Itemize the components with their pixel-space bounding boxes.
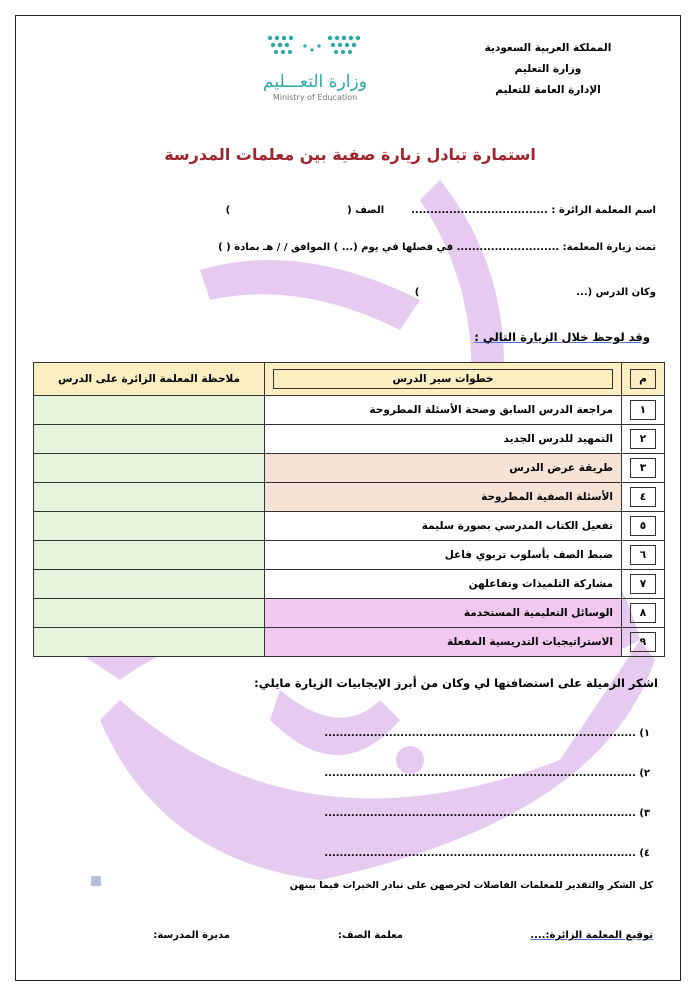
row-note-cell[interactable]	[34, 541, 265, 570]
row-number: ٧	[622, 570, 665, 599]
closing-note: كل الشكر والتقدير للمعلمات الفاضلات لحرصهن على تبادر الخبرات فيما بينهن	[289, 880, 653, 891]
visitor-name-line	[226, 205, 656, 216]
row-step: مشاركة التلميذات وتفاعلهن	[265, 570, 622, 599]
table-row	[34, 628, 665, 657]
table-row	[34, 454, 665, 483]
lesson-line	[415, 287, 656, 298]
visitor-name-label: اسم المعلمة الزائرة : ....................................	[411, 205, 656, 216]
table-row	[34, 512, 665, 541]
positive-line-4[interactable]: ٤) ..................................................................................	[324, 848, 650, 859]
table-row	[34, 425, 665, 454]
header-step: خطوات سير الدرس	[265, 363, 622, 396]
row-step: مراجعة الدرس السابق وصحة الأسئلة المطروحة	[265, 396, 622, 425]
logo-dots-icon	[260, 32, 370, 62]
table-row	[34, 483, 665, 512]
principal-signature[interactable]: مديرة المدرسة:	[153, 930, 230, 941]
small-marker	[91, 876, 101, 886]
class-teacher-signature[interactable]: معلمة الصف:	[337, 930, 403, 941]
ministry-header	[453, 38, 643, 101]
table-row	[34, 599, 665, 628]
positive-line-3[interactable]: ٣) ..................................................................................	[324, 808, 650, 819]
class-label: الصف (	[347, 205, 385, 216]
positive-line-1[interactable]: ١) ..................................................................................	[324, 728, 650, 739]
row-number: ١	[622, 396, 665, 425]
row-number: ٦	[622, 541, 665, 570]
row-step: طريقة عرض الدرس	[265, 454, 622, 483]
row-note-cell[interactable]	[34, 396, 265, 425]
class-close: )	[225, 205, 231, 216]
lesson-label: وكان الدرس (...	[576, 287, 656, 298]
logo-english-text: Ministry of Education	[272, 93, 358, 102]
row-number: ٤	[622, 483, 665, 512]
row-step: التمهيد للدرس الجديد	[265, 425, 622, 454]
positives-heading: اشكر الزميلة على استضافتها لي وكان من أبرز الإيجابيات الزيارة مايلي:	[254, 676, 658, 690]
row-step: ضبط الصف بأسلوب تربوي فاعل	[265, 541, 622, 570]
observed-heading: وقد لوحظ خلال الزيارة التالي :	[474, 330, 650, 344]
row-note-cell[interactable]	[34, 599, 265, 628]
logo-arabic-text: وزارة التعـــليم	[263, 72, 367, 92]
row-note-cell[interactable]	[34, 628, 265, 657]
visit-details-line: تمت زيارة المعلمة: ........................... في فصلها في يوم (... ) الموافق / / هـ بمادة ( )	[218, 242, 656, 253]
lesson-close: )	[414, 287, 420, 298]
visitor-signature[interactable]: توقيع المعلمة الزائرة:....	[530, 930, 653, 941]
row-note-cell[interactable]	[34, 570, 265, 599]
row-step: تفعيل الكتاب المدرسي بصورة سليمة	[265, 512, 622, 541]
header-line-directorate: الإدارة العامة للتعليم	[495, 84, 601, 96]
table-row	[34, 570, 665, 599]
header-note: ملاحظة المعلمة الزائرة على الدرس	[34, 363, 265, 396]
table-header-row	[34, 363, 665, 396]
row-number: ٨	[622, 599, 665, 628]
row-step: الاستراتيجيات التدريسية المفعلة	[265, 628, 622, 657]
header-line-kingdom: المملكة العربية السعودية	[484, 42, 612, 54]
row-step: الوسائل التعليمية المستخدمة	[265, 599, 622, 628]
row-note-cell[interactable]	[34, 425, 265, 454]
row-number: ٢	[622, 425, 665, 454]
row-note-cell[interactable]	[34, 454, 265, 483]
row-number: ٥	[622, 512, 665, 541]
row-number: ٩	[622, 628, 665, 657]
row-note-cell[interactable]	[34, 483, 265, 512]
form-title: استمارة تبادل زيارة صفية بين معلمات المدرسة	[164, 145, 536, 164]
table-row	[34, 541, 665, 570]
observation-table	[33, 362, 665, 657]
header-num: م	[622, 363, 665, 396]
header-line-ministry: وزارة التعليم	[514, 63, 582, 75]
row-step: الأسئلة الصفية المطروحة	[265, 483, 622, 512]
table-row	[34, 396, 665, 425]
row-note-cell[interactable]	[34, 512, 265, 541]
ministry-logo	[245, 32, 385, 112]
row-number: ٣	[622, 454, 665, 483]
positive-line-2[interactable]: ٢) ..................................................................................	[324, 768, 650, 779]
